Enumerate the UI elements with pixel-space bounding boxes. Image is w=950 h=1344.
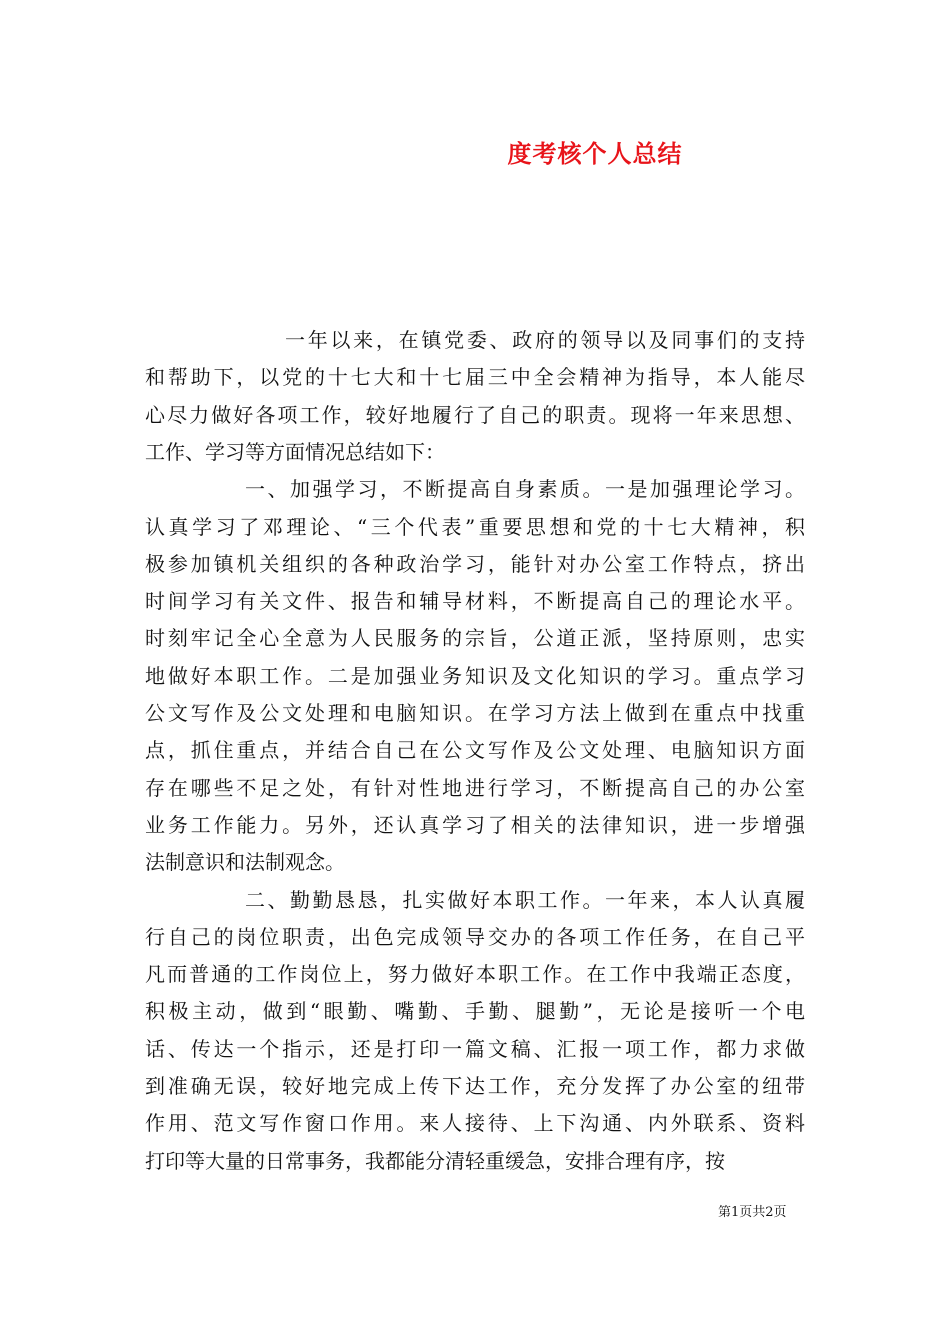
paragraph-line: 凡而普通的工作岗位上，努力做好本职工作。在工作中我端正态度， xyxy=(145,962,805,987)
paragraph-line: 行自己的岗位职责，出色完成领导交办的各项工作任务，在自己平 xyxy=(145,924,805,949)
paragraph-line: 和帮助下，以党的十七大和十七届三中全会精神为指导，本人能尽 xyxy=(145,365,805,390)
paragraph-line: 作用、范文写作窗口作用。来人接待、上下沟通、内外联系、资料 xyxy=(145,1111,805,1136)
paragraph-line: 认真学习了邓理论、“三个代表”重要思想和党的十七大精神，积 xyxy=(145,514,805,539)
paragraph-line: 极参加镇机关组织的各种政治学习，能针对办公室工作特点，挤出 xyxy=(145,551,805,576)
paragraph-line: 心尽力做好各项工作，较好地履行了自己的职责。现将一年来思想、 xyxy=(145,402,805,427)
paragraph-line: 话、传达一个指示，还是打印一篇文稿、汇报一项工作，都力求做 xyxy=(145,1036,805,1061)
paragraph-line: 一年以来，在镇党委、政府的领导以及同事们的支持 xyxy=(285,328,805,352)
paragraph-line: 时间学习有关文件、报告和辅导材料，不断提高自己的理论水平。 xyxy=(145,589,805,614)
page-number: 第1页共2页 xyxy=(718,1205,787,1220)
paragraph-line: 一、加强学习，不断提高自身素质。一是加强理论学习。 xyxy=(245,477,805,502)
paragraph-line: 打印等大量的日常事务，我都能分清轻重缓急，安排合理有序，按 xyxy=(145,1148,725,1173)
paragraph-line: 二、勤勤恳恳，扎实做好本职工作。一年来，本人认真履 xyxy=(245,887,805,912)
paragraph-line: 业务工作能力。另外，还认真学习了相关的法律知识，进一步增强 xyxy=(145,812,805,837)
paragraph-line: 工作、学习等方面情况总结如下： xyxy=(145,439,445,464)
paragraph-line: 地做好本职工作。二是加强业务知识及文化知识的学习。重点学习 xyxy=(145,663,805,688)
paragraph-line: 公文写作及公文处理和电脑知识。在学习方法上做到在重点中找重 xyxy=(145,701,805,725)
paragraph-line: 存在哪些不足之处，有针对性地进行学习，不断提高自己的办公室 xyxy=(145,775,805,800)
paragraph-line: 点，抓住重点，并结合自己在公文写作及公文处理、电脑知识方面 xyxy=(145,738,805,763)
paragraph-line: 积极主动，做到“眼勤、嘴勤、手勤、腿勤”，无论是接听一个电 xyxy=(145,999,805,1024)
paragraph-line: 时刻牢记全心全意为人民服务的宗旨，公道正派，坚持原则，忠实 xyxy=(145,626,805,651)
paragraph-line: 法制意识和法制观念。 xyxy=(145,850,345,875)
document-title: 度考核个人总结 xyxy=(507,140,683,168)
paragraph-line: 到准确无误，较好地完成上传下达工作，充分发挥了办公室的纽带 xyxy=(145,1074,805,1098)
